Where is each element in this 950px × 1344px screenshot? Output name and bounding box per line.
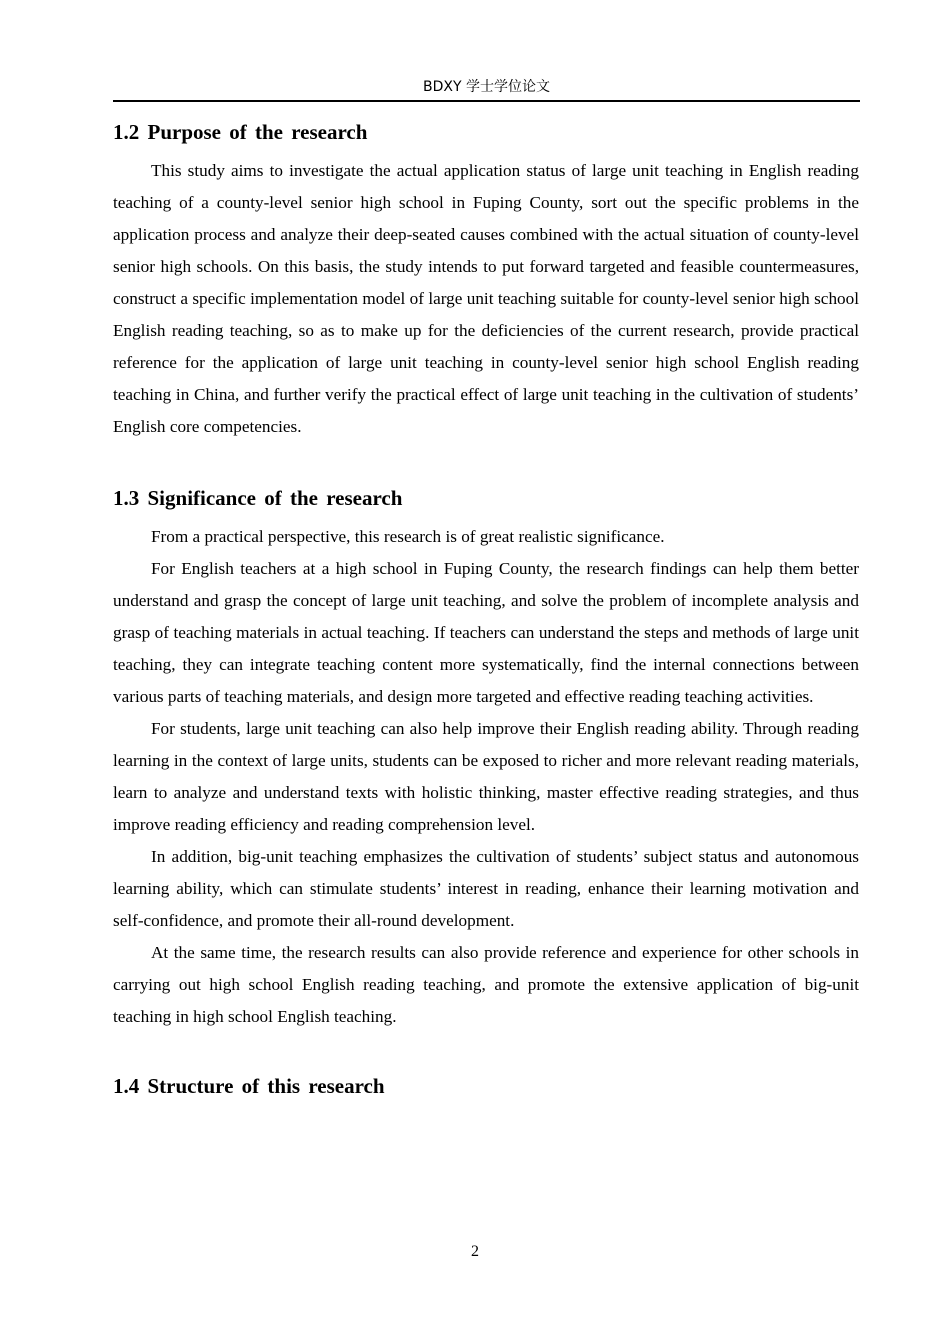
paragraph-significance-teachers: For English teachers at a high school in Fuping County, the research findings can help them better understand and grasp the concept of large unit teaching, and solve the problem of incomplete analysis and grasp of teaching materials in actual teaching. If teachers can understand the steps and methods of large unit teaching, they can integrate teaching content more systematically, find the internal connections between various parts of teaching materials, and design more targeted and effective reading teaching activities. xyxy=(113,559,859,706)
section-heading-significance: 1.3 Significance of the research xyxy=(113,486,403,510)
paragraph-significance-autonomy: In addition, big-unit teaching emphasizes the cultivation of students’ subject status and autonomous learning ability, which can stimulate students’ interest in reading, enhance their learning motivation and self-confidence, and promote their all-round development. xyxy=(113,847,859,930)
section-heading-purpose: 1.2 Purpose of the research xyxy=(113,120,368,144)
paragraph-purpose: This study aims to investigate the actual application status of large unit teaching in English reading teaching of a county-level senior high school in Fuping County, sort out the specific problems in the application process and analyze their deep-seated causes combined with the actual situation of county-level senior high schools. On this basis, the study intends to put forward targeted and feasible countermeasures, construct a specific implementation model of large unit teaching suitable for county-level senior high school English reading teaching, so as to make up for the deficiencies of the current research, provide practical reference for the application of large unit teaching in county-level senior high school English reading teaching in China, and further verify the practical effect of large unit teaching in the cultivation of students’ English core competencies. xyxy=(113,161,859,436)
paragraph-significance-students: For students, large unit teaching can also help improve their English reading ability. Through reading learning in the context of large units, students can be exposed to richer and more relevant reading materials, learn to analyze and understand texts with holistic thinking, master effective reading strategies, and thus improve reading efficiency and reading comprehension level. xyxy=(113,719,859,834)
paragraph-significance-other-schools: At the same time, the research results can also provide reference and experience for other schools in carrying out high school English reading teaching, and promote the extensive application of big-unit teaching in high school English teaching. xyxy=(113,943,859,1026)
section-purpose xyxy=(113,112,859,443)
running-header: BDXY 学士学位论文 xyxy=(113,76,860,102)
page-number: 2 xyxy=(471,1243,479,1260)
section-structure xyxy=(113,1066,859,1106)
page-body xyxy=(113,112,859,1106)
paragraph-significance-intro: From a practical perspective, this research is of great realistic significance. xyxy=(151,527,665,546)
section-heading-structure: 1.4 Structure of this research xyxy=(113,1074,385,1098)
section-significance xyxy=(113,478,859,1033)
